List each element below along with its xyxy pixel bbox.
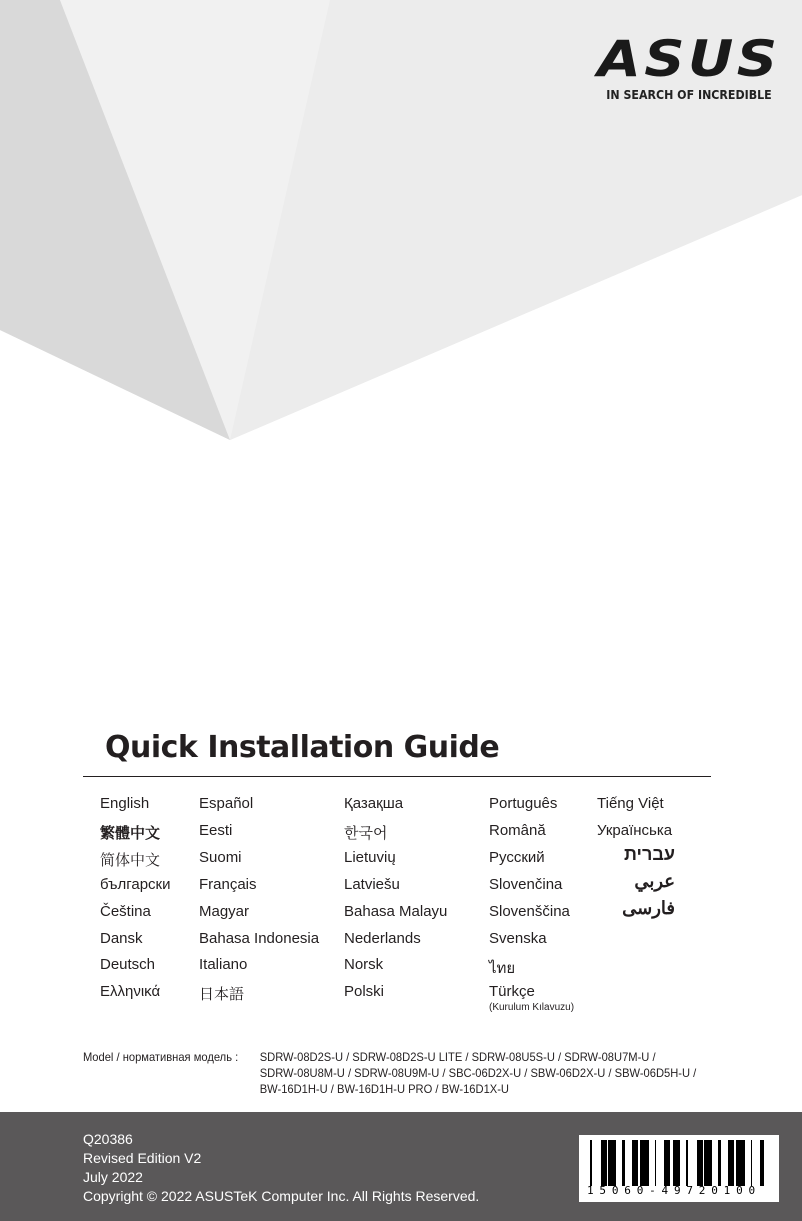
language-3-0: Português <box>489 795 558 812</box>
barcode-bar <box>614 1140 616 1186</box>
language-0-1: 繁體中文 <box>100 824 161 842</box>
language-3-1: Română <box>489 821 546 839</box>
language-2-5: Nederlands <box>344 929 421 947</box>
barcode-bar <box>686 1140 688 1186</box>
language-0-6: Deutsch <box>100 956 156 974</box>
barcode-bar <box>709 1140 710 1186</box>
barcode-bar <box>634 1140 637 1186</box>
language-0-4: Čeština <box>100 902 151 920</box>
language-2-1: 한국어 <box>344 824 388 842</box>
language-4-0: Tiếng Việt <box>597 795 664 812</box>
turkish-note: (Kurulum Kılavuzu) <box>489 1002 575 1013</box>
language-0-0: English <box>100 795 150 812</box>
barcode-bar <box>668 1140 670 1186</box>
language-3-6: ไทย <box>489 960 516 978</box>
language-2-4: Bahasa Malayu <box>344 902 448 920</box>
language-3-4: Slovenščina <box>489 902 570 920</box>
model-line: SDRW-08U8M-U / SDRW-08U9M-U / SBC-06D2X-U / SBW-06D2X-U / SBW-06D5H-U / <box>259 1066 697 1080</box>
document-code: Q20386 <box>83 1131 133 1147</box>
barcode-bar <box>751 1140 752 1186</box>
language-0-7: Ελληνικά <box>100 983 161 1001</box>
barcode-bar <box>613 1140 614 1186</box>
barcode-bar <box>674 1140 676 1186</box>
barcode-bar <box>667 1140 668 1186</box>
barcode-bar <box>704 1140 706 1186</box>
barcode-bar <box>736 1140 739 1186</box>
language-0-3: български <box>100 875 171 893</box>
language-0-5: Dansk <box>100 929 143 947</box>
barcode-bar <box>730 1140 733 1186</box>
barcode-bar <box>698 1140 700 1186</box>
language-2-7: Polski <box>344 983 385 1001</box>
language-1-6: Italiano <box>199 956 248 974</box>
language-2-3: Latviešu <box>344 875 400 893</box>
language-2-2: Lietuvių <box>344 848 396 866</box>
barcode-bar <box>740 1140 742 1186</box>
model-line: SDRW-08D2S-U / SDRW-08D2S-U LITE / SDRW-08U5S-U / SDRW-08U7M-U / <box>259 1050 656 1064</box>
barcode-bar <box>601 1140 602 1186</box>
date: July 2022 <box>83 1169 143 1185</box>
barcode-bar <box>718 1140 721 1186</box>
language-1-2: Suomi <box>199 848 242 866</box>
asus-logo <box>598 32 780 102</box>
logo-mark: ASUS <box>597 30 781 88</box>
language-1-3: Français <box>199 875 257 893</box>
barcode-bar <box>760 1140 763 1186</box>
barcode-bar <box>697 1140 698 1186</box>
language-3-7: Türkçe <box>489 983 535 1001</box>
barcode-bar <box>733 1140 734 1186</box>
barcode-bar <box>604 1140 607 1186</box>
language-4-2: עברית <box>623 843 675 864</box>
barcode-bar <box>742 1140 745 1186</box>
barcode-bar <box>710 1140 712 1186</box>
edition: Revised Edition V2 <box>83 1150 202 1166</box>
barcode-number: 15060-49720100 <box>587 1184 761 1197</box>
logo-tagline: IN SEARCH OF INCREDIBLE <box>606 88 772 102</box>
page-title: Quick Installation Guide <box>105 730 500 765</box>
barcode-bar <box>640 1140 643 1186</box>
copyright: Copyright © 2022 ASUSTeK Computer Inc. All Rights Reserved. <box>83 1188 480 1204</box>
barcode-bar <box>646 1140 649 1186</box>
language-2-6: Norsk <box>344 956 384 974</box>
barcode-bar <box>706 1140 709 1186</box>
language-4-1: Українська <box>597 821 673 839</box>
footer-info <box>83 1130 479 1206</box>
model-line: BW-16D1H-U / BW-16D1H-U PRO / BW-16D1X-U <box>259 1082 509 1096</box>
language-1-5: Bahasa Indonesia <box>199 929 320 947</box>
barcode-bar <box>632 1140 634 1186</box>
barcode-bar <box>608 1140 610 1186</box>
barcode <box>579 1135 779 1202</box>
barcode-bar <box>728 1140 730 1186</box>
barcode-bar <box>655 1140 656 1186</box>
language-2-0: Қазақша <box>344 795 404 812</box>
language-1-1: Eesti <box>199 821 233 839</box>
barcode-bar <box>610 1140 613 1186</box>
barcode-bar <box>700 1140 703 1186</box>
barcode-bar <box>602 1140 604 1186</box>
barcode-bar <box>676 1140 679 1186</box>
language-0-2: 简体中文 <box>100 851 161 869</box>
language-3-3: Slovenčina <box>489 875 563 893</box>
language-3-5: Svenska <box>489 929 547 947</box>
language-1-0: Español <box>199 795 254 812</box>
barcode-bar <box>673 1140 674 1186</box>
language-1-7: 日本語 <box>199 986 245 1004</box>
barcode-bar <box>637 1140 638 1186</box>
model-label: Model / нормативная модель : <box>83 1050 239 1064</box>
barcode-bar <box>679 1140 680 1186</box>
language-3-2: Русский <box>489 848 545 866</box>
barcode-bars <box>586 1140 766 1186</box>
language-1-4: Magyar <box>199 902 250 920</box>
language-4-4: فارسی <box>622 897 675 918</box>
barcode-bar <box>590 1140 592 1186</box>
barcode-bar <box>622 1140 625 1186</box>
divider <box>83 776 711 777</box>
barcode-bar <box>739 1140 740 1186</box>
barcode-bar <box>763 1140 764 1186</box>
language-4-3: عربي <box>634 870 675 891</box>
barcode-bar <box>644 1140 646 1186</box>
barcode-bar <box>664 1140 667 1186</box>
barcode-bar <box>643 1140 644 1186</box>
